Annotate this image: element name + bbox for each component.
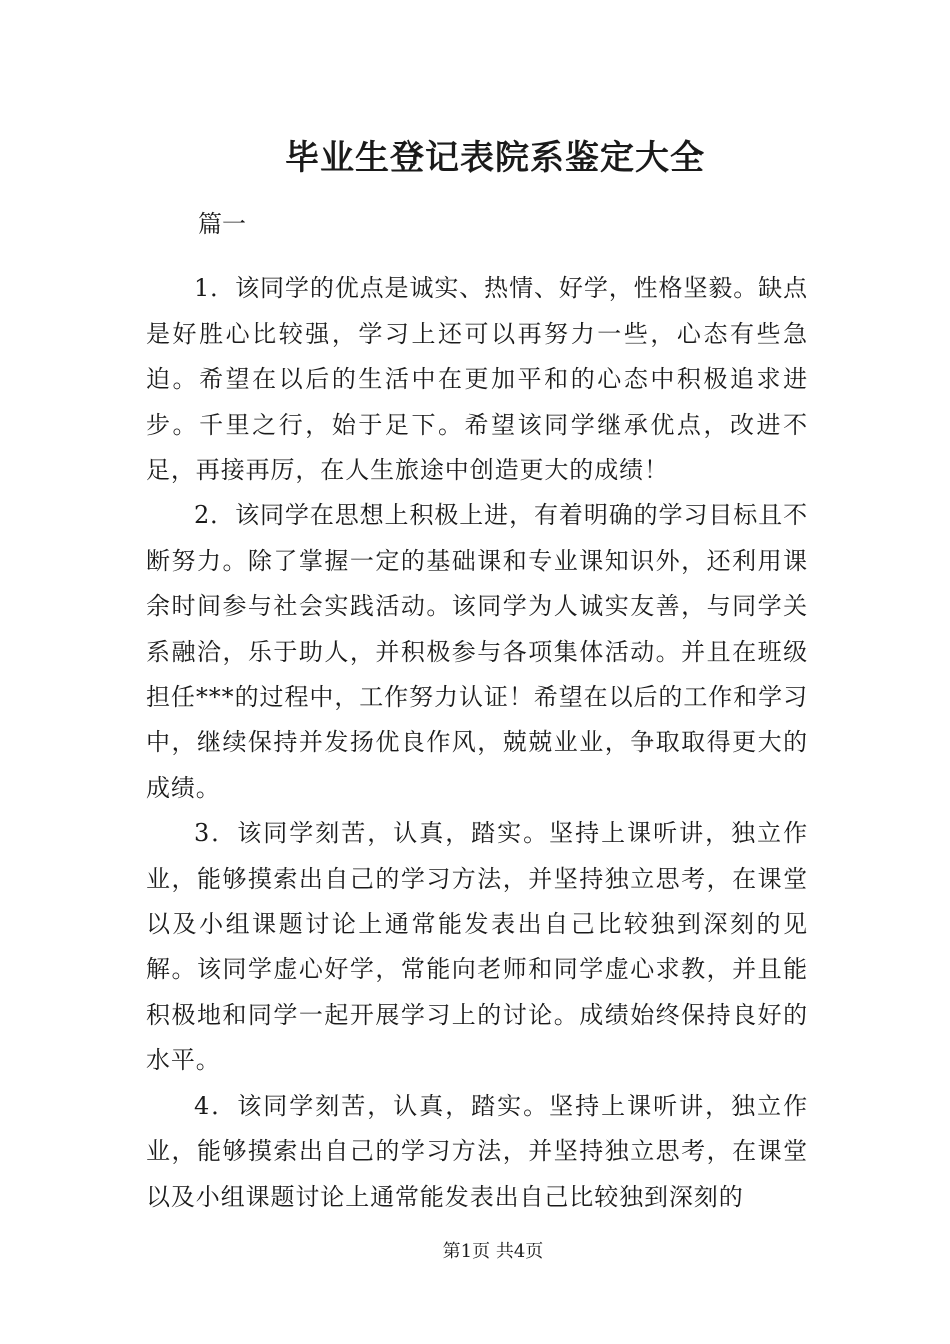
paragraph-2: 2．该同学在思想上积极上进，有着明确的学习目标且不断努力。除了掌握一定的基础课和专业课知识外，还利用课余时间参与社会实践活动。该同学为人诚实友善，与同学关系融洽，乐于助人，并积极参与各项集体活动。并且在班级担任***的过程中，工作努力认证！希望在以后的工作和学习中，继续保持并发扬优良作风，兢兢业业，争取取得更大的成绩。 [146, 501, 808, 802]
paragraph-3: 3．该同学刻苦，认真，踏实。坚持上课听讲，独立作业，能够摸索出自己的学习方法，并坚持独立思考，在课堂以及小组课题讨论上通常能发表出自己比较独到深刻的见解。该同学虚心好学，常能向老师和同学虚心求教，并且能积极地和同学一起开展学习上的讨论。成绩始终保持良好的水平。 [146, 819, 808, 1075]
section-label: 篇一 [198, 210, 246, 238]
page-number-footer: 第1页 共4页 [442, 1241, 544, 1262]
document-title: 毕业生登记表院系鉴定大全 [285, 138, 705, 178]
paragraph-4: 4．该同学刻苦，认真，踏实。坚持上课听讲，独立作业，能够摸索出自己的学习方法，并坚持独立思考，在课堂以及小组课题讨论上通常能发表出自己比较独到深刻的 [146, 1091, 808, 1211]
paragraph-1: 1．该同学的优点是诚实、热情、好学，性格坚毅。缺点是好胜心比较强，学习上还可以再努力一些，心态有些急迫。希望在以后的生活中在更加平和的心态中积极追求进步。千里之行，始于足下。希望该同学继承优点，改进不足，再接再厉，在人生旅途中创造更大的成绩！ [146, 274, 808, 485]
document-body [146, 221, 808, 1220]
